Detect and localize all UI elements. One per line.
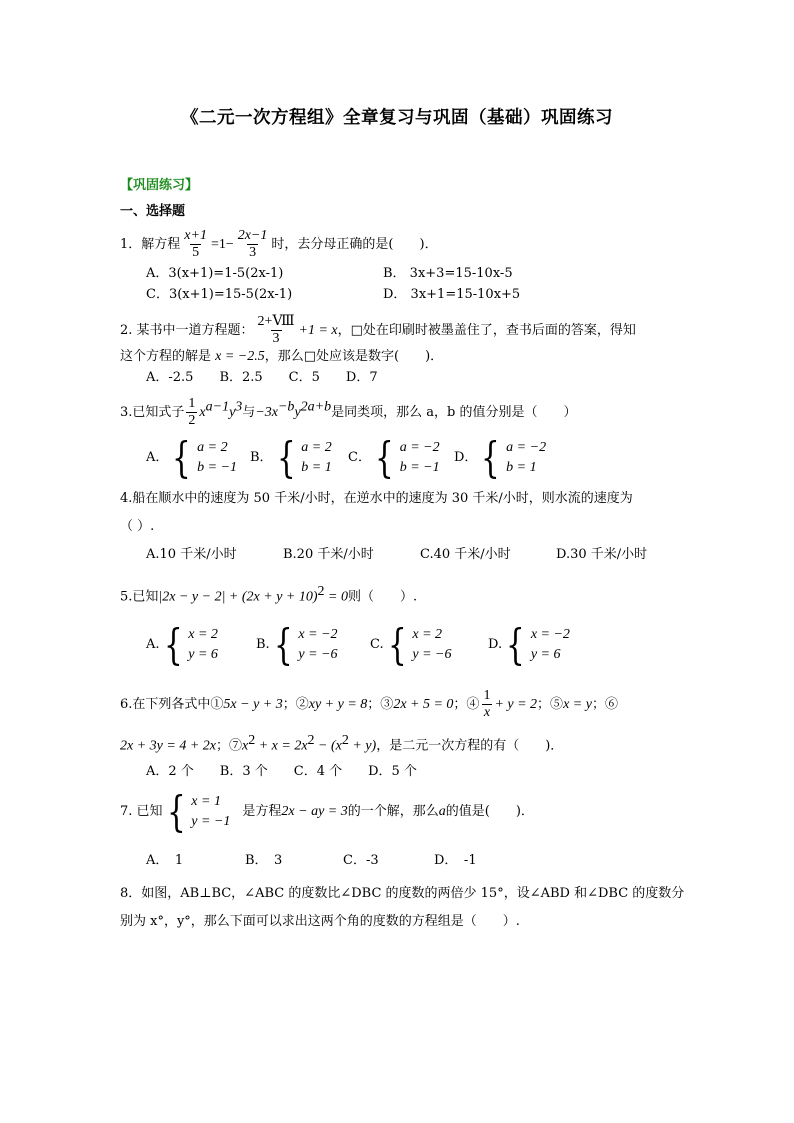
q7-variable: a [438,804,446,819]
q7-equation: 2x − ay = 3 [281,804,348,819]
q2-suffix: ，□处在印刷时被墨盖住了，查书后面的答案，得知 [337,323,636,338]
part-label: 一、选择题 [120,204,186,219]
q2-options: A．-2.5 B．2.5 C．5 D．7 [146,370,378,385]
q6-expr-6: 2x + 3y = 4 + 2x [120,738,216,754]
q1-suffix: 时，去分母正确的是( )． [271,237,438,252]
q3-term1: x [199,405,206,420]
question-6-line-1 [120,688,618,721]
q4-option-c: C.40 千米/小时 [420,547,511,562]
q2-fraction: $\frac{\text{2+Ⅷ}}{3}$ [257,314,295,346]
q6-sep-4: ；④ [453,697,480,712]
q3-term2b-exp: 2a+b [300,399,332,415]
q7-brace: { [166,787,186,836]
question-3 [120,396,576,429]
q6-options: A．2 个 B．3 个 C．4 个 D．5 个 [146,764,417,779]
q6-expr-1: 5x − y + 3 [223,697,283,712]
q5-option-c: C. { x = 2 y = −6 [370,620,452,669]
q6-sep-7: ；⑦ [215,738,242,754]
question-8-line-1: 8．如图，AB⊥BC，∠ABC 的度数比∠DBC 的度数的两倍少 15°，设∠ABD 和∠DBC 的度数分 [120,886,685,901]
q7-suffix: 的值是( )． [445,804,534,819]
q4-option-d: D.30 千米/小时 [556,547,648,562]
q2-equation: +1 = x [298,323,338,338]
q1-mid: =1− [210,237,234,252]
q6-expr-2: xy + y = 8 [308,697,368,712]
q2-line2-prefix: 这个方程的解是 [120,349,216,364]
q6-expr-7d: + y) [348,738,377,754]
q3-option-a: A． { a = 2 b = −1 [146,433,238,482]
q3-term1b: y [229,405,236,420]
q6-fraction: $\frac{1}{x}$ [483,688,491,720]
q1-option-c: C．3(x+1)=15-5(2x-1) [146,287,293,302]
q6-expr-5: x = y [563,697,592,712]
q6-expr-3: 2x + 5 = 0 [393,697,454,712]
q7-mid2: 的一个解，那么 [347,804,439,819]
q7-mid: 是方程 [242,804,282,819]
q3-option-d: D． { a = −2 b = 1 [454,433,547,482]
question-4-line-2: （ ）. [120,519,155,534]
q1-fraction-2: $\frac{2x-1}{3}$ [237,228,268,260]
q6-prefix: 6.在下列各式中① [120,697,224,712]
question-5 [120,583,417,606]
q5-eq: = 0 [324,589,348,605]
q6-expr-7b: + x = 2x [255,738,308,754]
q3-term2b: y [294,405,301,420]
q4-option-a: A.10 千米/小时 [146,547,237,562]
q3-option-b: B． { a = 2 b = 1 [250,433,332,482]
question-4-line-1: 4.船在顺水中的速度为 50 千米/小时，在逆水中的速度为 30 千米/小时，则水流的速度为 [120,491,633,506]
q2-prefix: 2. 某书中一道方程题： [120,323,254,338]
q2-line2-suffix: ，那么□处应该是数字( )． [264,349,444,364]
q6-sep-6: ；⑥ [591,697,618,712]
q5-suffix: 则（ ）. [347,589,418,605]
question-7 [120,787,534,836]
q5-prefix: 5.已知 [120,589,159,605]
q6-exp-7c: 2 [341,733,349,748]
q5-expression: |2x − y − 2| + (2x + y + 10) [158,589,318,605]
q6-exp-7a: 2 [248,733,256,748]
q3-prefix: 3.已知式子 [120,405,185,420]
page-title: 《二元一次方程组》全章复习与巩固（基础）巩固练习 [181,108,613,128]
q6-exp-7b: 2 [307,733,315,748]
q7-option-d: D． -1 [434,853,477,868]
q6-sep-5: ；⑤ [537,697,564,712]
q3-term1b-exp: 3 [235,399,243,415]
q7-option-c: C．-3 [343,853,379,868]
q7-option-b: B． 3 [245,853,283,868]
q3-suffix: 是同类项，那么 a，b 的值分别是（ ） [331,405,577,420]
q1-option-a: A．3(x+1)=1-5(2x-1) [146,266,284,281]
q5-option-d: D. { x = −2 y = 6 [488,620,570,669]
q3-term1-exp: a−1 [205,399,230,415]
q1-prefix: 1．解方程 [120,237,181,252]
question-2-line-2 [120,348,443,366]
q3-mid: 与 [242,405,256,420]
q3-option-c: C． { a = −2 b = −1 [348,433,440,482]
q6-expr-4: + y = 2 [494,697,538,712]
q7-system: x = 1 y = −1 [191,794,231,829]
question-8-line-2: 别为 x°，y°，那么下面可以求出这两个角的度数的方程组是（ ）. [120,914,520,929]
q5-option-b: B. { x = −2 y = −6 [256,620,338,669]
question-6-line-2 [120,732,563,755]
q7-option-a: A． 1 [146,853,184,868]
q6-suffix: ，是二元一次方程的有（ )． [376,738,564,754]
q2-solution: x = −2.5 [215,349,265,364]
q5-option-a: A. { x = 2 y = 6 [146,620,218,669]
section-label: 【巩固练习】 [120,178,199,193]
q3-term2-exp: −b [277,399,295,415]
q3-term2: −3x [255,405,278,420]
q6-sep-3: ；③ [367,697,394,712]
q6-sep-2: ；② [282,697,309,712]
question-2-line-1 [120,314,636,347]
q5-exponent: 2 [317,584,325,599]
q6-expr-7c: − (x [314,738,342,754]
q1-option-b: B． 3x+3=15-10x-5 [383,266,513,281]
q3-fraction: $\frac{1}{2}$ [188,396,196,428]
question-1 [120,228,438,261]
q1-option-d: D． 3x+1=15-10x+5 [383,287,521,302]
q4-option-b: B.20 千米/小时 [283,547,374,562]
q6-expr-7a: x [242,738,249,754]
q7-prefix: 7. 已知 [120,804,163,819]
q1-fraction-1: $\frac{x+1}{5}$ [184,228,207,260]
